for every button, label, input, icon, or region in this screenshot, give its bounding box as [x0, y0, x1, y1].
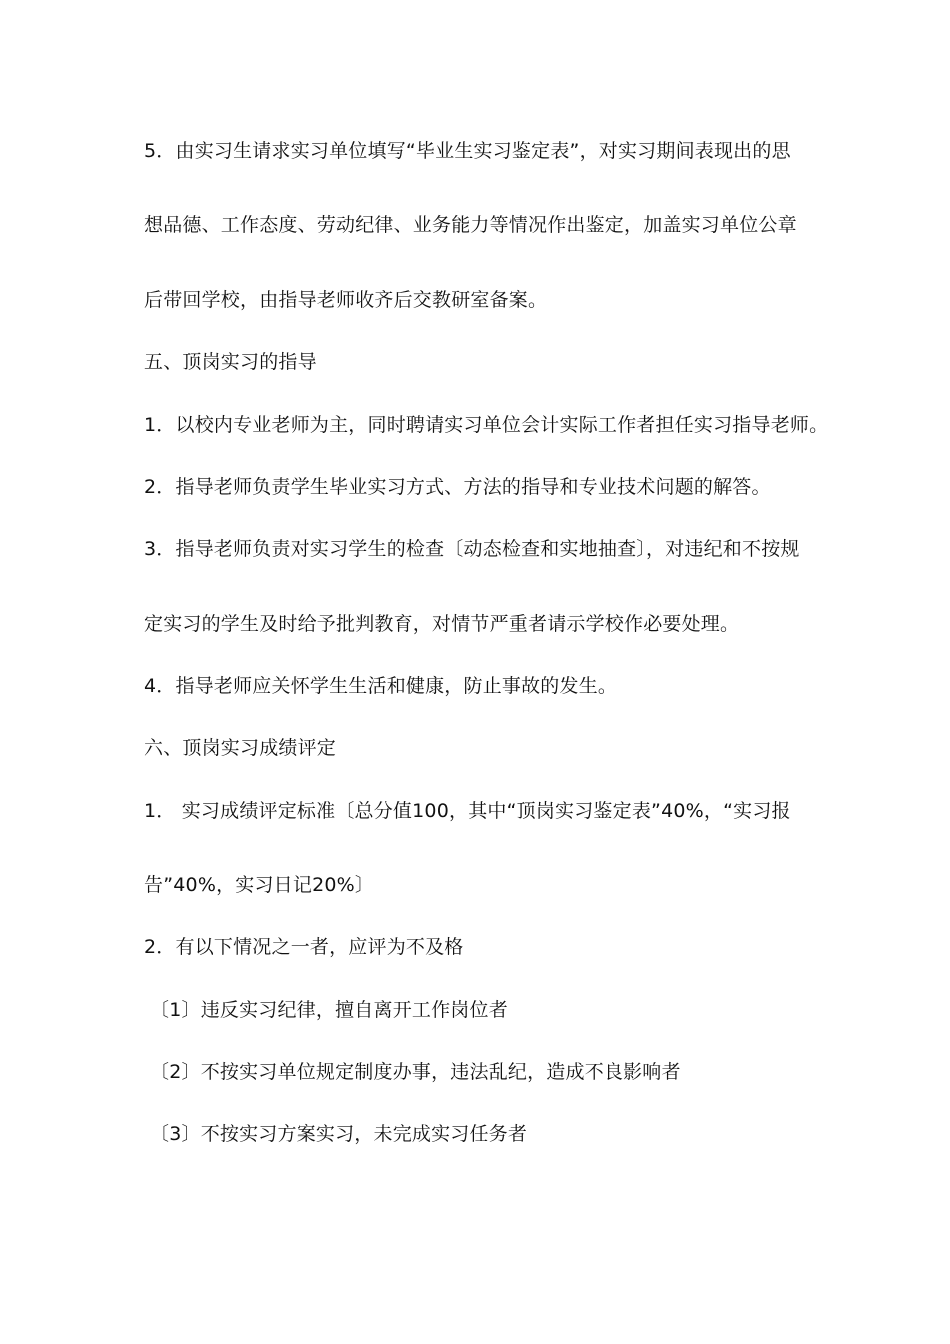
paragraph-line: 2．指导老师负责学生毕业实习方式、方法的指导和专业技术问题的解答。: [144, 476, 771, 498]
paragraph-line: 定实习的学生及时给予批判教育，对情节严重者请示学校作必要处理。: [144, 613, 740, 635]
paragraph-line: 2．有以下情况之一者，应评为不及格: [144, 936, 464, 958]
paragraph-line: 后带回学校，由指导老师收齐后交教研室备案。: [144, 289, 548, 311]
paragraph-line: 告”40%，实习日记20%〕: [144, 874, 375, 896]
list-item: 〔3〕不按实习方案实习，未完成实习任务者: [150, 1123, 528, 1145]
paragraph-line: 3．指导老师负责对实习学生的检查〔动态检查和实地抽查〕，对违纪和不按规: [144, 538, 800, 560]
paragraph-line: 1．以校内专业老师为主，同时聘请实习单位会计实际工作者担任实习指导老师。: [144, 414, 829, 436]
paragraph-line: 1． 实习成绩评定标准〔总分值100，其中“顶岗实习鉴定表”40%，“实习报: [144, 800, 791, 822]
paragraph-line: 5．由实习生请求实习单位填写“毕业生实习鉴定表”，对实习期间表现出的思: [144, 140, 791, 162]
section-heading: 五、顶岗实习的指导: [144, 351, 317, 373]
section-heading: 六、顶岗实习成绩评定: [144, 737, 337, 759]
list-item: 〔2〕不按实习单位规定制度办事，违法乱纪，造成不良影响者: [150, 1061, 681, 1083]
paragraph-line: 4．指导老师应关怀学生生活和健康，防止事故的发生。: [144, 675, 618, 697]
list-item: 〔1〕违反实习纪律，擅自离开工作岗位者: [150, 999, 508, 1021]
paragraph-line: 想品德、工作态度、劳动纪律、业务能力等情况作出鉴定，加盖实习单位公章: [144, 214, 797, 236]
